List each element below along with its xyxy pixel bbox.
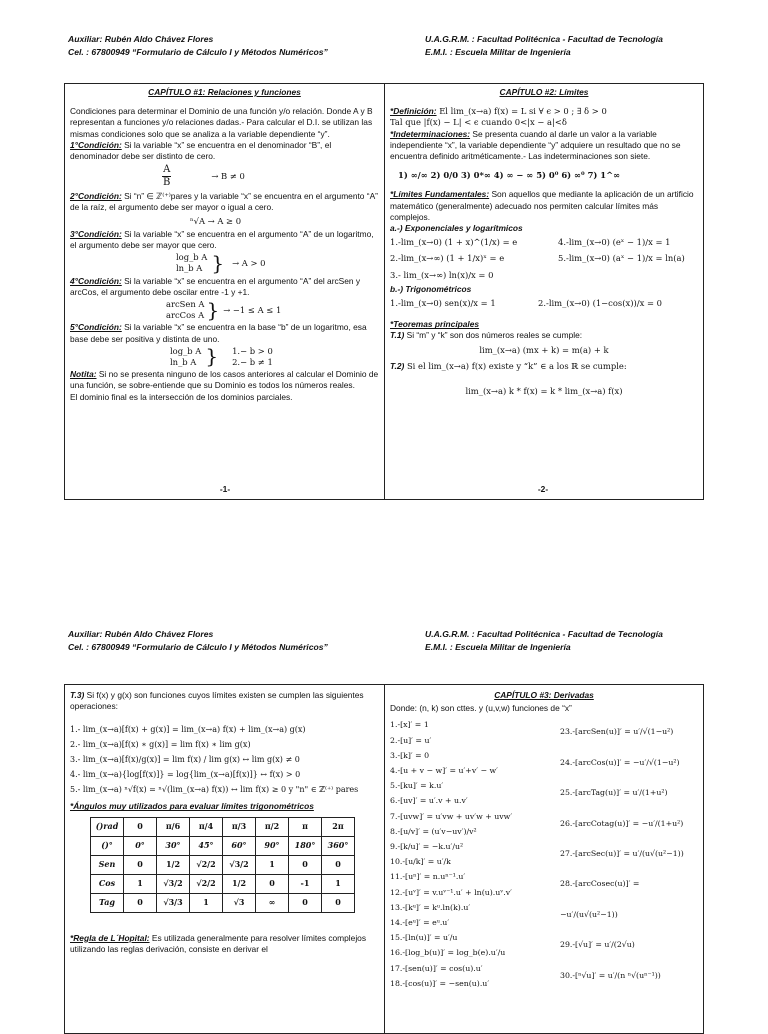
rule-item: 30.-[ⁿ√u]′ = u′/(n ⁿ√(uⁿ⁻¹)) (560, 970, 661, 980)
table-header-row (91, 817, 355, 836)
rule-item: 1.-[x]′ = 1 (390, 720, 429, 730)
table-cell: 1 (124, 874, 157, 893)
arcsen-a: arcSen A (166, 299, 205, 310)
chapter2-title: CAPÍTULO #2: Límites (499, 87, 589, 97)
condition-2 (70, 191, 379, 213)
page1-frame (64, 83, 704, 500)
page2-header-right (425, 628, 663, 654)
fraction-numerator: A (163, 164, 171, 176)
theorems-label: *Teoremas principales (390, 319, 480, 330)
table-cell: 1/2 (157, 855, 190, 874)
condition-1-text: Si la variable “x” se encuentra en el denominador “B”, el denominador debe ser distinto de cero. (70, 139, 332, 162)
limit-a4: 4.-lim_(x→0) (eˣ − 1)/x = 1 (558, 237, 671, 248)
table-cell: ()° (91, 836, 124, 855)
table-row (91, 893, 355, 912)
rule-item: 23.-[arcSen(u)]′ = u′/√(1−u²) (560, 727, 674, 737)
table-header-cell: π/6 (157, 817, 190, 836)
limit-operations (70, 722, 379, 797)
table-header-cell: ()rad (91, 817, 124, 836)
table-cell: Tag (91, 893, 124, 912)
indeterminations-text: Se presenta cuando al darle un valor a la variable independiente “x”, la variable dependiente “y” adquiere un resultado que no se encuentra definido aritméticamente.- Las indeterminaciones son siete. (390, 128, 681, 162)
table-cell: 90° (256, 836, 289, 855)
rule-item: 4.-[u + v − w]′ = u′+v′ − w′ (390, 766, 498, 776)
table-cell: 60° (223, 836, 256, 855)
hopital-label: *Regla de L´Hopital: (70, 932, 150, 943)
condition-1 (70, 140, 379, 162)
fundamental-limits-label: *Límites Fundamentales: (390, 189, 490, 200)
table-cell: 1 (256, 855, 289, 874)
university-line: U.A.G.R.M. : Facultad Politécnica - Facultad de Tecnología (425, 629, 663, 639)
table-cell: 1/2 (223, 874, 256, 893)
rule-item: 11.-[uⁿ]′ = n.uⁿ⁻¹.u′ (390, 872, 466, 882)
table-header-cell: 0 (124, 817, 157, 836)
table-cell: 1 (322, 874, 355, 893)
note (70, 369, 379, 391)
condition-3-result: → A > 0 (232, 257, 266, 268)
condition-4-formula (70, 299, 379, 321)
table-header-cell: π (289, 817, 322, 836)
table-cell: 0 (124, 855, 157, 874)
table-cell: 30° (157, 836, 190, 855)
fundamental-limits-text: Son aquellos que mediante la aplicación de un artificio matemático (generalmente) adecuado nos permiten calcular límites más complejos. (390, 189, 694, 222)
log-b-a: log_b A (176, 252, 208, 263)
theorem-1-label: T.1) (390, 330, 405, 341)
condition-1-label: 1°Condición: (70, 139, 122, 150)
trig-title: b.-) Trigonométricos (390, 283, 472, 294)
brace-icon: } (211, 250, 225, 275)
rule-item: 14.-[eᵘ]′ = eᵘ.u′ (390, 918, 450, 928)
indeterminations-list: 1) ∞/∞ 2) 0/0 3) 0*∞ 4) ∞ − ∞ 5) 0⁰ 6) ∞⁰ 7) 1^∞ (398, 170, 621, 181)
rule-item: 17.-[sen(u)]′ = cos(u).u′ (390, 963, 483, 973)
ln-b-a: ln_b A (176, 263, 203, 274)
table-header-cell: 2π (322, 817, 355, 836)
log-stack (170, 346, 201, 368)
table-cell: 0 (124, 893, 157, 912)
condition-2-formula: ⁿ√A → A ≥ 0 (190, 215, 242, 226)
rule-item: 24.-[arcCos(u)]′ = −u′/√(1−u²) (560, 757, 680, 767)
rule-item: 18.-[cos(u)]′ = −sen(u).u′ (390, 978, 490, 988)
condition-4-text: Si la variable “x” se encuentra en el argumento “A” del arcSen y arcCos, el argumento debe oscilar entre -1 y +1. (70, 275, 361, 297)
rule-item: 29.-[√u]′ = u′/(2√u) (560, 940, 635, 950)
condition-5 (70, 322, 379, 344)
page1-header-left (68, 33, 328, 59)
table-row (91, 874, 355, 893)
hopital-text: Es utilizada generalmente para resolver límites complejos utilizando las reglas derivación, consiste en derivar el (70, 932, 367, 954)
condition-5-label: 5°Condición: (70, 322, 122, 333)
limit-a5: 5.-lim_(x→0) (aˣ − 1)/x = ln(a) (558, 253, 685, 264)
school-line: E.M.I. : Escuela Militar de Ingeniería (425, 47, 571, 57)
base-not-one: 2.− b ≠ 1 (232, 357, 273, 368)
page2-header-left (68, 628, 328, 654)
table-cell: Sen (91, 855, 124, 874)
table-cell: 0° (124, 836, 157, 855)
rule-item: 26.-[arcCotag(u)]′ = −u′/(1+u²) (560, 818, 684, 828)
rule-item: 3.-[k]′ = 0 (390, 750, 430, 760)
rule-item: 5.-[ku]′ = k.u′ (390, 781, 444, 791)
operation-4: 4.- lim_(x→a){log[f(x)]} = log{lim_(x→a)[f(x)]} ↔ f(x) > 0 (70, 770, 301, 780)
rule-item: 27.-[arcSec(u)]′ = u′/(u√(u²−1)) (560, 849, 684, 859)
table-cell: √2/2 (190, 855, 223, 874)
table-row (91, 836, 355, 855)
theorem-1-formula: lim_(x→a) (mx + k) = m(a) + k (479, 344, 609, 355)
condition-3-formula (70, 252, 379, 274)
phone-title-line: Cel. : 67800949 “Formulario de Cálculo I y Métodos Numéricos” (68, 47, 328, 57)
indeterminations-label: *Indeterminaciones: (390, 128, 471, 139)
condition-5-text: Si la variable “x” se encuentra en la base “b” de un logaritmo, esa base debe ser positiva y distinta de uno. (70, 322, 367, 344)
page-number: -2- (537, 483, 549, 494)
table-cell: 0 (289, 855, 322, 874)
rule-item: 2.-[u]′ = u′ (390, 735, 432, 745)
note-text: Si no se presenta ninguno de los casos anteriores al calcular el Dominio de una función, se sobre-entiende que su Dominio es todos los números reales. (70, 369, 379, 391)
brace-icon: } (205, 344, 219, 369)
condition-2-text: Si “n” ∈ ℤ⁽⁺⁾pares y la variable “x” se encuentra en el argumento “A” de la raíz, el argumento debe ser mayor o igual a cero. (70, 191, 378, 213)
theorem-2-formula: lim_(x→a) k * f(x) = k * lim_(x→a) f(x) (465, 386, 623, 397)
table-cell: -1 (289, 874, 322, 893)
table-cell: 45° (190, 836, 223, 855)
table-cell: √3/3 (157, 893, 190, 912)
log-stack (176, 252, 207, 274)
limit-a2: 2.-lim_(x→∞) (1 + 1/x)ˣ = e (390, 253, 505, 264)
condition-4-result: → −1 ≤ A ≤ 1 (223, 304, 282, 315)
page-number: -1- (219, 483, 231, 494)
ln-b-a: ln_b A (170, 357, 197, 368)
table-cell: 180° (289, 836, 322, 855)
brace-icon: } (206, 297, 220, 322)
chapter1-intro: Condiciones para determinar el Dominio de una función y/o relación. Donde A y B representan a funciones y/o relaciones dadas.- Para calcular el D.I. se utilizan las mismas condiciones solo que se analiza a la variable dependiente “y”. (70, 106, 373, 139)
theorem-3-label: T.3) (70, 690, 85, 700)
condition-4 (70, 276, 379, 298)
fraction-a-over-b (162, 164, 171, 189)
trig-limits (390, 298, 698, 309)
table-cell: √2/2 (190, 874, 223, 893)
condition-1-result: → B ≠ 0 (211, 171, 245, 182)
rule-item: 13.-[kᵘ]′ = kᵘ.ln(k).u′ (390, 902, 471, 912)
theorem-2-label: T.2) (390, 360, 405, 371)
condition-1-formula (70, 164, 379, 189)
chapter2-column (385, 84, 703, 499)
rule-item: 6.-[uv]′ = u′.v + u.v′ (390, 796, 468, 806)
condition-3-label: 3°Condición: (70, 228, 122, 239)
definition-label: *Definición: (390, 106, 437, 117)
condition-4-label: 4°Condición: (70, 275, 122, 286)
rule-item: 7.-[uvw]′ = u′vw + uv′w + uvw′ (390, 811, 513, 821)
author-line: Auxiliar: Rubén Aldo Chávez Flores (68, 629, 214, 639)
theorem-1-text: Si “m” y “k” son dos números reales se cumple: (404, 330, 583, 341)
phone-title-line: Cel. : 67800949 “Formulario de Cálculo I y Métodos Numéricos” (68, 642, 328, 652)
school-line: E.M.I. : Escuela Militar de Ingeniería (425, 642, 571, 652)
condition-3-text: Si la variable “x” se encuentra en el argumento “A” de un logaritmo, el argumento debe ser mayor que cero. (70, 228, 374, 251)
table-cell: √3/2 (223, 855, 256, 874)
condition-5-formula (70, 346, 379, 368)
rule-item: 25.-[arcTag(u)]′ = u′/(1+u²) (560, 788, 668, 798)
rule-item: 10.-[u/k]′ = u′/k (390, 857, 451, 867)
base-conditions (232, 346, 273, 368)
rule-item: 15.-[ln(u)]′ = u′/u (390, 933, 458, 943)
condition-3 (70, 229, 379, 251)
chapter3-column (385, 685, 703, 1033)
table-cell: 0 (256, 874, 289, 893)
operation-2: 2.- lim_(x→a)[f(x) ∗ g(x)] = lim f(x) ∗ lim g(x) (70, 740, 251, 750)
limits-continued-column (65, 685, 385, 1033)
base-positive: 1.− b > 0 (232, 345, 273, 356)
university-line: U.A.G.R.M. : Facultad Politécnica - Facultad de Tecnología (425, 34, 663, 44)
derivative-rules (390, 717, 698, 991)
chapter3-title: CAPÍTULO #3: Derivadas (494, 690, 594, 700)
chapter3-subtitle: Donde: (n, k) son cttes. y (u,v,w) funciones de “x” (390, 703, 572, 714)
chapter1-title: CAPÍTULO #1: Relaciones y funciones (148, 87, 301, 97)
limit-b1: 1.-lim_(x→0) sen(x)/x = 1 (390, 298, 496, 309)
rule-item: 9.-[k/u]′ = −k.u′/u² (390, 842, 464, 852)
exp-log-limits (390, 237, 698, 281)
table-header-cell: π/3 (223, 817, 256, 836)
page2-frame (64, 684, 704, 1034)
operation-5: 5.- lim_(x→a) ⁿ√f(x) = ⁿ√(lim_(x→a) f(x)) ↔ lim f(x) ≥ 0 y "n" ∈ ℤ⁽⁺⁾ pares (70, 785, 359, 795)
arccos-a: arcCos A (166, 310, 205, 321)
limit-a3: 3.- lim_(x→∞) ln(x)/x = 0 (390, 269, 494, 280)
table-header-cell: π/4 (190, 817, 223, 836)
angles-title: *Ángulos muy utilizados para evaluar límites trigonométricos (70, 801, 314, 812)
table-cell: 0 (289, 893, 322, 912)
rule-item: 28.-[arcCosec(u)]′ = −u′/(u√(u²−1)) (560, 879, 640, 919)
log-b-a: log_b A (170, 345, 202, 356)
table-cell: 360° (322, 836, 355, 855)
rule-item: 16.-[log_b(u)]′ = log_b(e).u′/u (390, 948, 506, 958)
table-cell: Cos (91, 874, 124, 893)
theorem-3-text: Si f(x) y g(x) son funciones cuyos límites existen se cumplen las siguientes operaciones: (70, 690, 364, 712)
page1-header-right (425, 33, 663, 59)
chapter1-column (65, 84, 385, 499)
rule-item: 12.-[uᵛ]′ = v.uᵛ⁻¹.u′ + ln(u).uᵛ.v′ (390, 887, 512, 897)
table-row (91, 855, 355, 874)
note-label: Notita: (70, 369, 97, 380)
table-cell: √3 (223, 893, 256, 912)
definition-text: El lim_(x→a) f(x) = L si ∀ ϵ > 0 ; ∃ δ > 0 (436, 106, 607, 117)
rules-column-left (390, 717, 560, 991)
table-cell: √3/2 (157, 874, 190, 893)
table-cell: 0 (322, 893, 355, 912)
rule-item: 8.-[u/v]′ = (u′v−uv′)/v² (390, 826, 477, 836)
final-domain-text: El dominio final es la intersección de los dominios parciales. (70, 391, 293, 402)
limit-a1: 1.-lim_(x→0) (1 + x)^(1/x) = e (390, 237, 518, 248)
exp-log-title: a.-) Exponenciales y logarítmicos (390, 223, 523, 234)
condition-2-label: 2°Condición: (70, 191, 122, 202)
definition-text-2: Tal que |f(x) − L| < ϵ cuando 0<|x − a|<δ (390, 117, 567, 128)
table-header-cell: π/2 (256, 817, 289, 836)
operation-3: 3.- lim_(x→a)[f(x)/g(x)] = lim f(x) / lim g(x) ↔ lim g(x) ≠ 0 (70, 755, 300, 765)
arc-stack (166, 299, 205, 321)
author-line: Auxiliar: Rubén Aldo Chávez Flores (68, 34, 214, 44)
table-cell: ∞ (256, 893, 289, 912)
trig-table (90, 817, 355, 913)
limit-b2: 2.-lim_(x→0) (1−cos(x))/x = 0 (538, 298, 662, 309)
table-cell: 0 (322, 855, 355, 874)
table-cell: 1 (190, 893, 223, 912)
fraction-denominator: B (163, 177, 171, 189)
rules-column-right (560, 717, 698, 991)
theorem-2-text: Si el lim_(x→a) f(x) existe y “k” ∈ a los ℝ se cumple: (404, 360, 627, 371)
operation-1: 1.- lim_(x→a)[f(x) + g(x)] = lim_(x→a) f(x) + lim_(x→a) g(x) (70, 725, 306, 735)
